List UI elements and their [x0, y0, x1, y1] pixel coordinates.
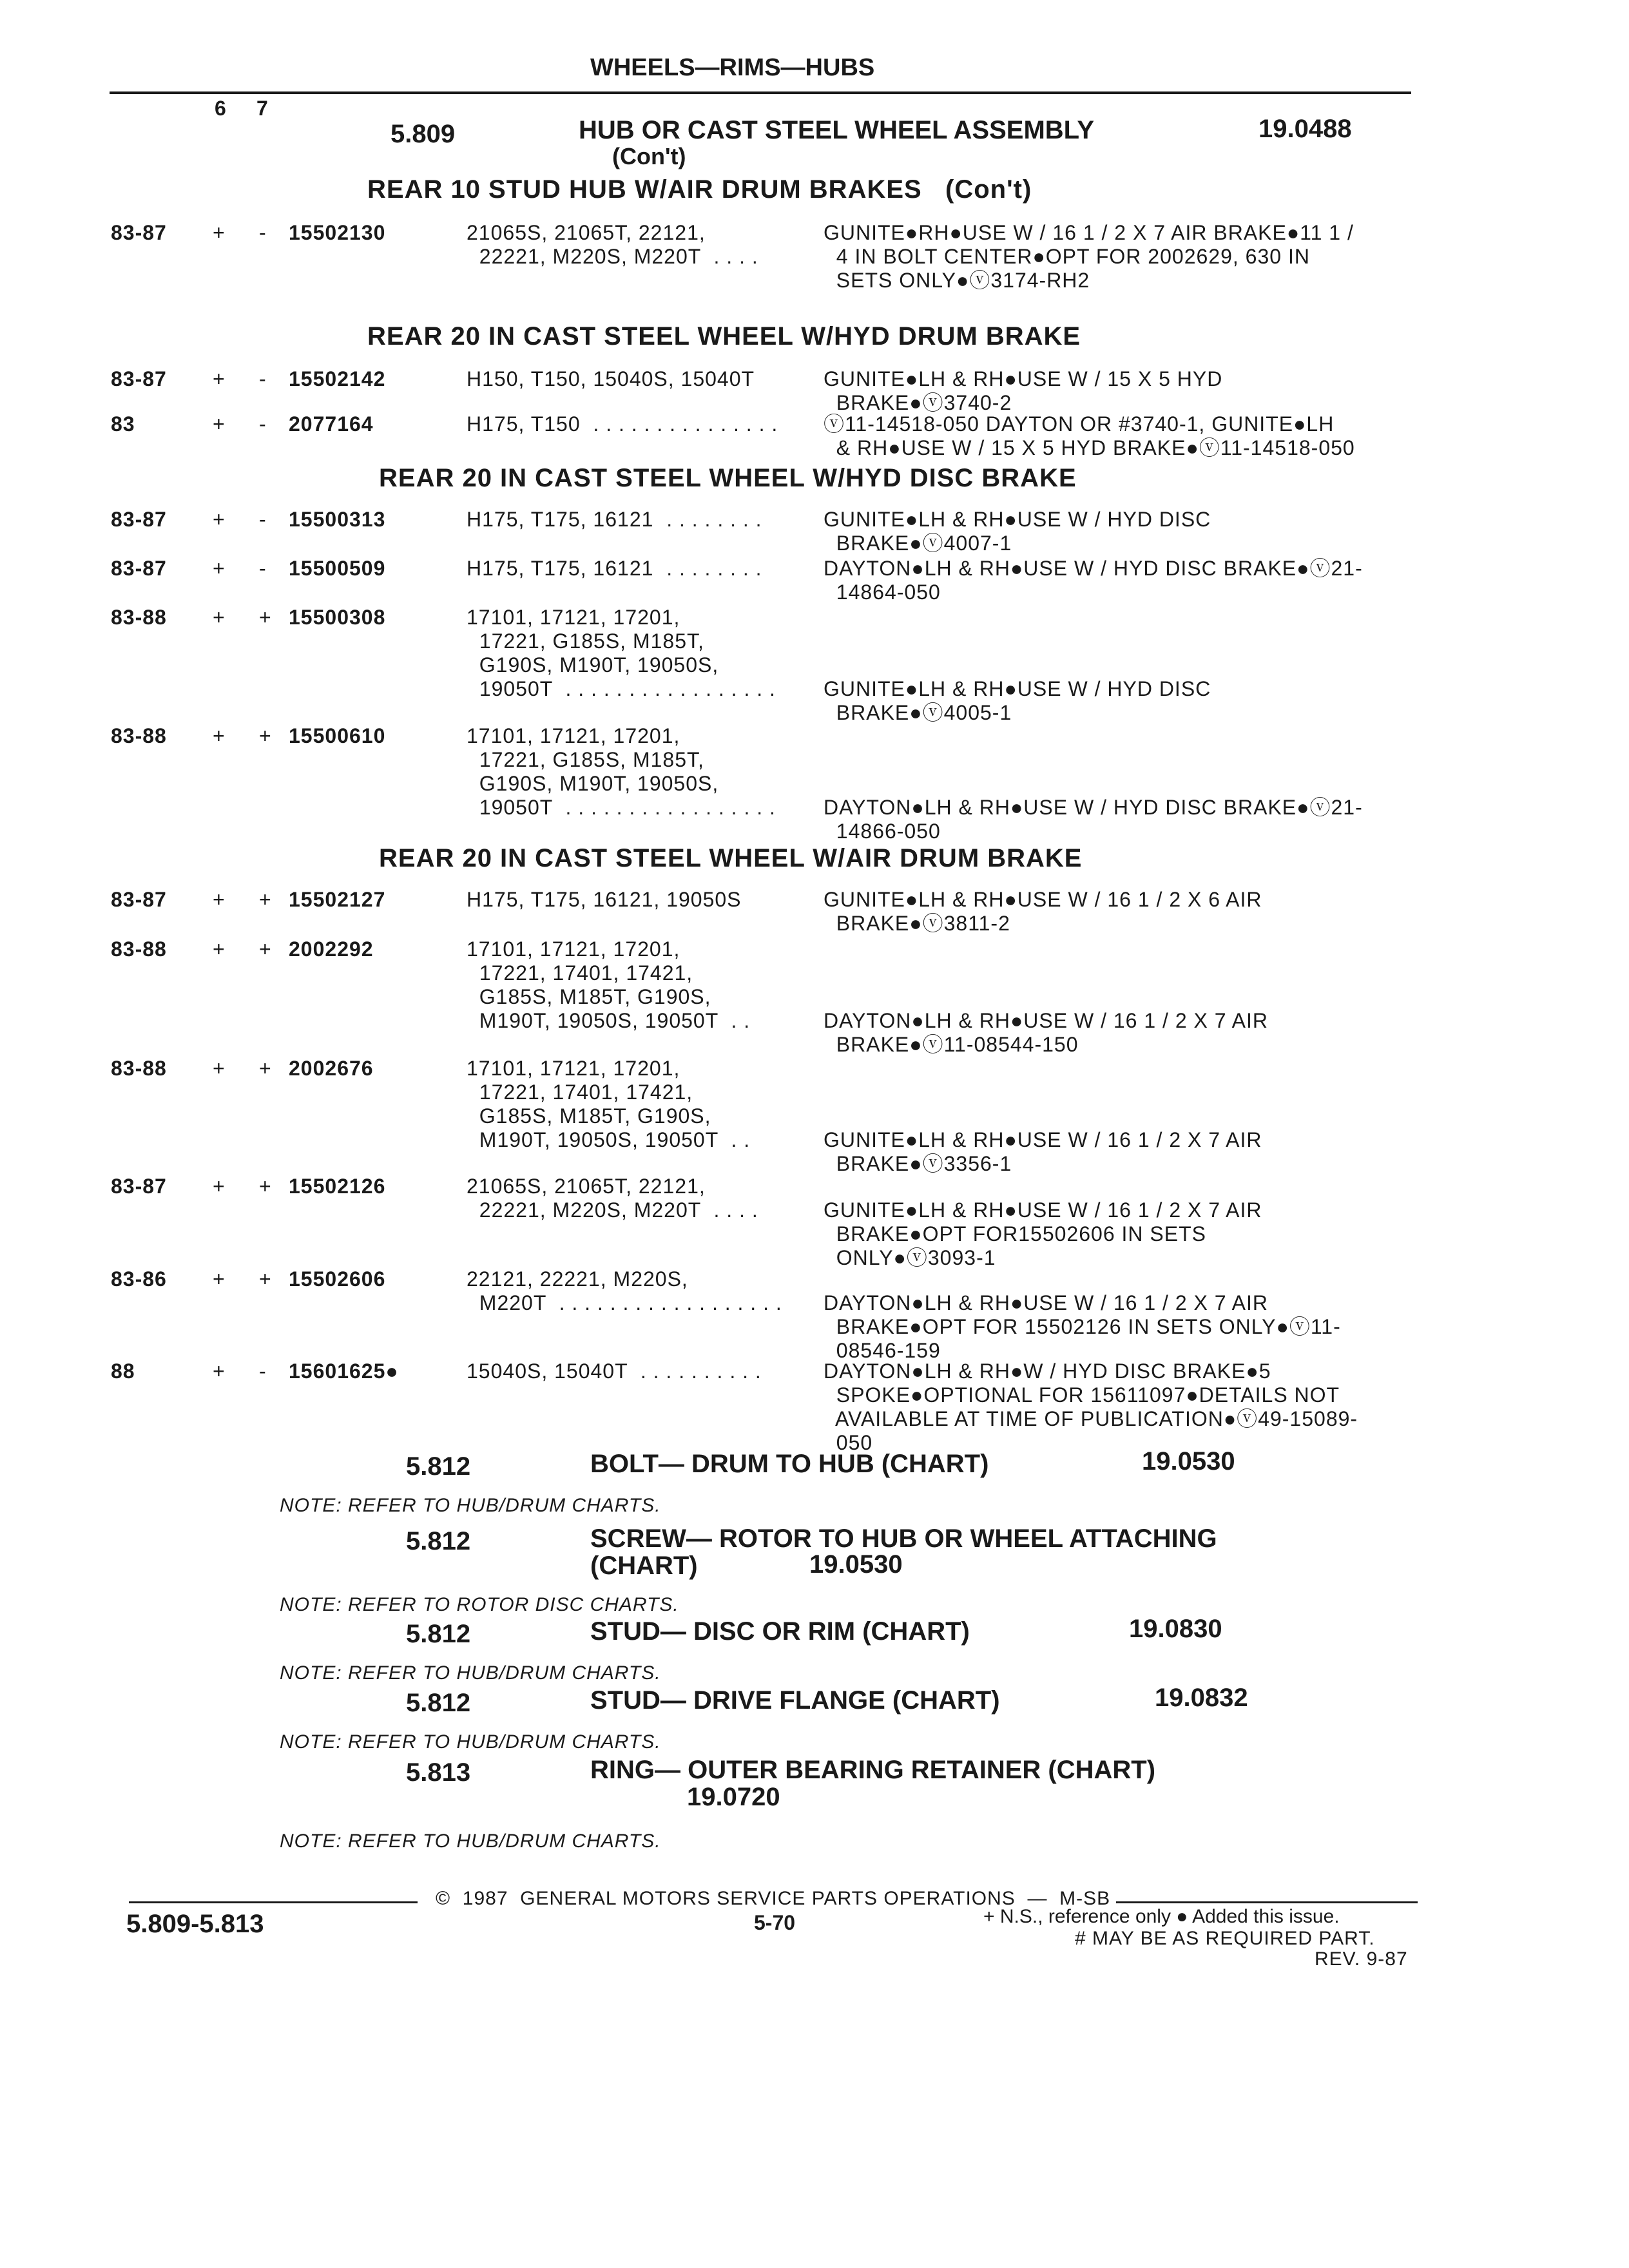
row-part-number: 15500509: [289, 557, 386, 580]
group-ref: 19.0720: [687, 1783, 780, 1811]
row-part-number: 15502606: [289, 1267, 386, 1291]
group-note: NOTE: REFER TO HUB/DRUM CHARTS.: [280, 1831, 661, 1852]
row-description-line: BRAKE●ⓥ4005-1: [824, 701, 1012, 724]
row-years: 83-88: [111, 1057, 167, 1080]
row-col6-marker: +: [213, 1175, 226, 1198]
footer-page-number: 5-70: [754, 1911, 796, 1934]
group-ref: 19.0488: [1258, 115, 1352, 143]
row-model-line: M190T, 19050S, 19050T . .: [467, 1128, 751, 1151]
group-title: HUB OR CAST STEEL WHEEL ASSEMBLY: [579, 116, 1095, 144]
row-part-number: 15502130: [289, 221, 386, 244]
group-title: RING— OUTER BEARING RETAINER (CHART): [590, 1756, 1156, 1784]
row-description-line: DAYTON●LH & RH●W / HYD DISC BRAKE●5: [824, 1360, 1271, 1383]
row-col7-marker: +: [259, 1267, 272, 1291]
row-years: 83-87: [111, 508, 167, 531]
row-years: 83-87: [111, 888, 167, 911]
row-description-line: BRAKE●ⓥ4007-1: [824, 532, 1012, 555]
row-col6-marker: +: [213, 1267, 226, 1291]
row-model-line: 17101, 17121, 17201,: [467, 1057, 680, 1080]
row-col7-marker: -: [259, 557, 267, 580]
row-years: 83: [111, 412, 135, 436]
footer-section-range: 5.809-5.813: [126, 1910, 264, 1938]
row-description-line: SPOKE●OPTIONAL FOR 15611097●DETAILS NOT: [824, 1383, 1340, 1407]
row-model-line: 22221, M220S, M220T . . . .: [467, 245, 758, 268]
section-title: REAR 10 STUD HUB W/AIR DRUM BRAKES (Con't): [367, 175, 1032, 204]
row-description-line: GUNITE●LH & RH●USE W / 16 1 / 2 X 6 AIR: [824, 888, 1262, 911]
row-model-line: 17221, G185S, M185T,: [467, 629, 704, 653]
section-title: REAR 20 IN CAST STEEL WHEEL W/AIR DRUM BRAKE: [379, 844, 1083, 872]
row-years: 83-86: [111, 1267, 167, 1291]
row-years: 83-88: [111, 724, 167, 747]
group-ref: 19.0832: [1155, 1684, 1248, 1712]
row-part-number: 15502142: [289, 367, 386, 390]
row-part-number: 15500610: [289, 724, 386, 747]
row-description-line: 050: [824, 1431, 873, 1454]
row-col6-marker: +: [213, 508, 226, 531]
row-description-line: GUNITE●LH & RH●USE W / HYD DISC: [824, 677, 1211, 700]
row-description-line: 14864-050: [824, 581, 941, 604]
group-note: NOTE: REFER TO ROTOR DISC CHARTS.: [280, 1594, 679, 1615]
footer-copyright: © 1987 GENERAL MOTORS SERVICE PARTS OPERATIONS — M-SB: [436, 1888, 1111, 1909]
row-model-line: 22121, 22221, M220S,: [467, 1267, 688, 1291]
group-code: 5.812: [406, 1689, 471, 1717]
row-description-line: GUNITE●LH & RH●USE W / 16 1 / 2 X 7 AIR: [824, 1198, 1262, 1222]
row-model-line: 17221, 17401, 17421,: [467, 1081, 693, 1104]
row-description-line: ONLY●ⓥ3093-1: [824, 1246, 996, 1269]
row-model-line: H175, T175, 16121 . . . . . . . .: [467, 508, 762, 531]
footer-legend-1: + N.S., reference only ● Added this issue.: [983, 1906, 1340, 1927]
row-part-number: 2002676: [289, 1057, 374, 1080]
row-model-line: G190S, M190T, 19050S,: [467, 653, 719, 677]
row-model-line: 17221, G185S, M185T,: [467, 748, 704, 771]
row-col6-marker: +: [213, 606, 226, 629]
row-col7-marker: +: [259, 1057, 272, 1080]
header-rule: [110, 91, 1411, 94]
footer-legend-2: # MAY BE AS REQUIRED PART.: [1075, 1928, 1375, 1949]
group-title: BOLT— DRUM TO HUB (CHART): [590, 1450, 989, 1478]
row-part-number: 2077164: [289, 412, 374, 436]
row-model-line: 17101, 17121, 17201,: [467, 724, 680, 747]
row-col7-marker: -: [259, 412, 267, 436]
row-description-line: GUNITE●RH●USE W / 16 1 / 2 X 7 AIR BRAKE●11 1 /: [824, 221, 1354, 244]
row-model-line: 22221, M220S, M220T . . . .: [467, 1198, 758, 1222]
row-years: 83-87: [111, 1175, 167, 1198]
row-model-line: M220T . . . . . . . . . . . . . . . . . .: [467, 1291, 782, 1314]
group-ref: 19.0530: [1142, 1447, 1235, 1475]
group-note: NOTE: REFER TO HUB/DRUM CHARTS.: [280, 1662, 661, 1684]
row-description-line: BRAKE●ⓥ11-08544-150: [824, 1033, 1079, 1056]
row-description-line: DAYTON●LH & RH●USE W / 16 1 / 2 X 7 AIR: [824, 1291, 1268, 1314]
row-description-line: ⓥ11-14518-050 DAYTON OR #3740-1, GUNITE●LH: [824, 412, 1335, 436]
row-description-line: GUNITE●LH & RH●USE W / 15 X 5 HYD: [824, 367, 1223, 390]
row-col7-marker: -: [259, 367, 267, 390]
group-title: SCREW— ROTOR TO HUB OR WHEEL ATTACHING: [590, 1524, 1217, 1553]
row-description-line: AVAILABLE AT TIME OF PUBLICATION●ⓥ49-15089-: [824, 1407, 1358, 1430]
section-title: REAR 20 IN CAST STEEL WHEEL W/HYD DISC BRAKE: [379, 464, 1077, 492]
row-col7-marker: -: [259, 221, 267, 244]
row-col7-marker: +: [259, 937, 272, 961]
row-model-line: 15040S, 15040T . . . . . . . . . .: [467, 1360, 762, 1383]
footer-rule-right: [1116, 1901, 1418, 1903]
row-years: 83-87: [111, 557, 167, 580]
row-col7-marker: +: [259, 1175, 272, 1198]
group-code: 5.812: [406, 1527, 471, 1555]
row-col6-marker: +: [213, 412, 226, 436]
group-code: 5.812: [406, 1452, 471, 1481]
row-model-line: H150, T150, 15040S, 15040T: [467, 367, 755, 390]
row-col6-marker: +: [213, 221, 226, 244]
row-description-line: GUNITE●LH & RH●USE W / HYD DISC: [824, 508, 1211, 531]
row-col7-marker: -: [259, 1360, 267, 1383]
row-model-line: 21065S, 21065T, 22121,: [467, 221, 706, 244]
row-model-line: G185S, M185T, G190S,: [467, 1104, 711, 1128]
group-ref: 19.0530: [809, 1550, 903, 1579]
row-col7-marker: +: [259, 724, 272, 747]
row-model-line: 17101, 17121, 17201,: [467, 937, 680, 961]
row-col6-marker: +: [213, 557, 226, 580]
row-model-line: 19050T . . . . . . . . . . . . . . . . .: [467, 796, 776, 819]
row-years: 83-88: [111, 937, 167, 961]
row-model-line: H175, T175, 16121, 19050S: [467, 888, 742, 911]
row-description-line: BRAKE●ⓥ3740-2: [824, 391, 1012, 414]
row-description-line: DAYTON●LH & RH●USE W / HYD DISC BRAKE●ⓥ21-: [824, 557, 1363, 580]
group-title: STUD— DISC OR RIM (CHART): [590, 1617, 970, 1646]
group-ref: 19.0830: [1129, 1615, 1222, 1643]
row-col6-marker: +: [213, 888, 226, 911]
row-description-line: DAYTON●LH & RH●USE W / 16 1 / 2 X 7 AIR: [824, 1009, 1268, 1032]
section-title: REAR 20 IN CAST STEEL WHEEL W/HYD DRUM BRAKE: [367, 322, 1081, 351]
row-model-line: G190S, M190T, 19050S,: [467, 772, 719, 795]
row-description-line: 14866-050: [824, 820, 941, 843]
row-model-line: H175, T150 . . . . . . . . . . . . . . .: [467, 412, 778, 436]
row-model-line: H175, T175, 16121 . . . . . . . .: [467, 557, 762, 580]
row-model-line: M190T, 19050S, 19050T . .: [467, 1009, 751, 1032]
row-model-line: 17221, 17401, 17421,: [467, 961, 693, 985]
footer-revision: REV. 9-87: [1315, 1948, 1408, 1970]
group-code: 5.812: [406, 1620, 471, 1648]
row-years: 83-87: [111, 367, 167, 390]
row-description-line: BRAKE●OPT FOR 15502126 IN SETS ONLY●ⓥ11-: [824, 1315, 1341, 1338]
row-description-line: SETS ONLY●ⓥ3174-RH2: [824, 269, 1090, 292]
row-years: 83-88: [111, 606, 167, 629]
row-years: 83-87: [111, 221, 167, 244]
row-description-line: 4 IN BOLT CENTER●OPT FOR 2002629, 630 IN: [824, 245, 1310, 268]
group-code: 5.813: [406, 1758, 471, 1787]
page-title: WHEELS—RIMS—HUBS: [590, 54, 875, 81]
row-col6-marker: +: [213, 367, 226, 390]
row-model-line: 21065S, 21065T, 22121,: [467, 1175, 706, 1198]
group-title: STUD— DRIVE FLANGE (CHART): [590, 1686, 1000, 1715]
row-description-line: 08546-159: [824, 1339, 941, 1362]
row-part-number: 15502126: [289, 1175, 386, 1198]
row-col6-marker: +: [213, 937, 226, 961]
group-note: NOTE: REFER TO HUB/DRUM CHARTS.: [280, 1495, 661, 1516]
row-part-number: 15500308: [289, 606, 386, 629]
row-description-line: & RH●USE W / 15 X 5 HYD BRAKE●ⓥ11-14518-050: [824, 436, 1355, 459]
group-code: 5.809: [390, 120, 456, 148]
row-description-line: BRAKE●ⓥ3356-1: [824, 1152, 1012, 1175]
row-model-line: G185S, M185T, G190S,: [467, 985, 711, 1008]
row-part-number: 15500313: [289, 508, 386, 531]
row-part-number: 15601625●: [289, 1360, 399, 1383]
row-part-number: 15502127: [289, 888, 386, 911]
row-years: 88: [111, 1360, 135, 1383]
row-col6-marker: +: [213, 1057, 226, 1080]
row-col6-marker: +: [213, 724, 226, 747]
row-description-line: BRAKE●ⓥ3811-2: [824, 912, 1010, 935]
row-description-line: BRAKE●OPT FOR15502606 IN SETS: [824, 1222, 1206, 1245]
footer-rule-left: [129, 1901, 418, 1903]
row-col6-marker: +: [213, 1360, 226, 1383]
row-col7-marker: +: [259, 606, 272, 629]
row-part-number: 2002292: [289, 937, 374, 961]
group-title-line2: (CHART): [590, 1552, 698, 1580]
group-note: NOTE: REFER TO HUB/DRUM CHARTS.: [280, 1731, 661, 1753]
col-header-7: 7: [256, 97, 269, 120]
row-description-line: GUNITE●LH & RH●USE W / 16 1 / 2 X 7 AIR: [824, 1128, 1262, 1151]
row-description-line: DAYTON●LH & RH●USE W / HYD DISC BRAKE●ⓥ21-: [824, 796, 1363, 819]
row-model-line: 19050T . . . . . . . . . . . . . . . . .: [467, 677, 776, 700]
group-title-cont: (Con't): [612, 143, 686, 169]
row-col7-marker: +: [259, 888, 272, 911]
col-header-6: 6: [215, 97, 227, 120]
row-model-line: 17101, 17121, 17201,: [467, 606, 680, 629]
row-col7-marker: -: [259, 508, 267, 531]
